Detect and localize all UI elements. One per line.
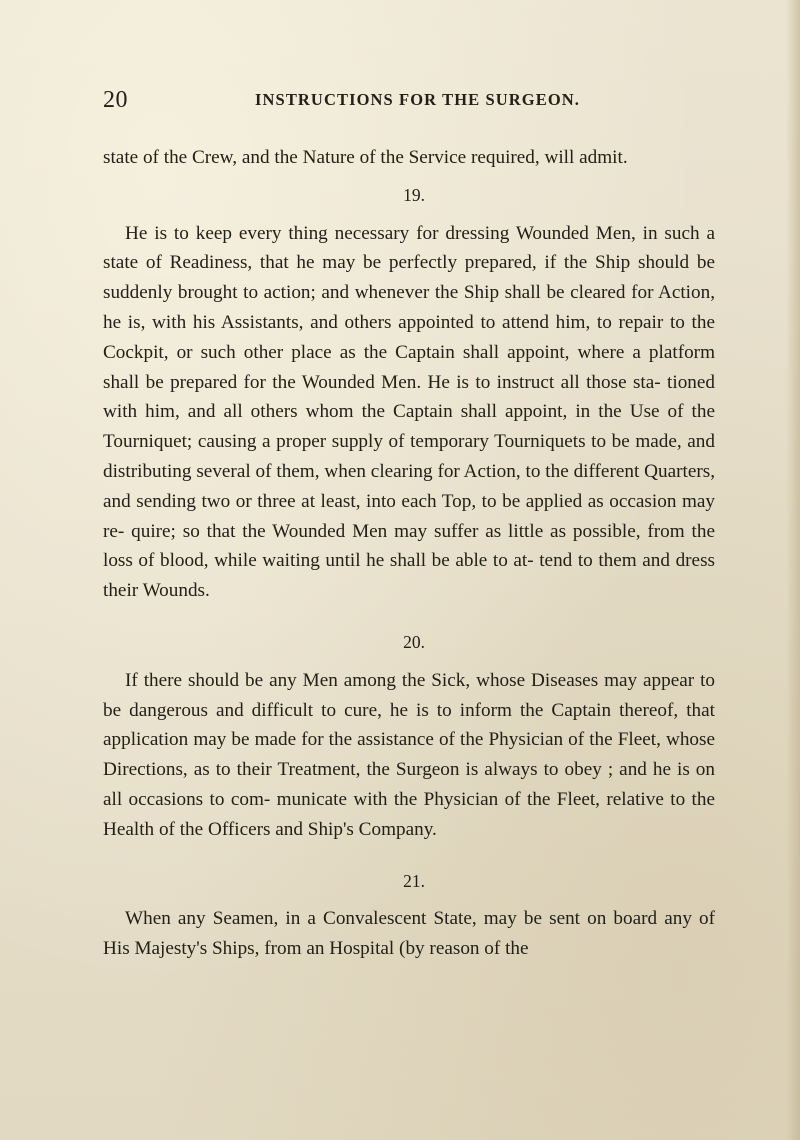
paragraph-20: If there should be any Men among the Sick, whose Diseases may appear to be dangerous and difficult to cure, he is to inform the Captain thereof, that application may be made for the assistance of the Physician of the Fleet, whose Directions, as to their Treatment, the Surgeon is always to obey ; and he is on all occasions to com- municate with the Physician of the Fleet, relative to the Health of the Officers and Ship's Company. (103, 669, 715, 840)
page-number: 20 (103, 87, 128, 113)
paragraph-21: When any Seamen, in a Convalescent State, may be sent on board any of His Majesty's Ships, from an Hospital (by reason of the (103, 908, 715, 960)
section-number-19: 19. (403, 184, 425, 205)
paragraph-continued: state of the Crew, and the Nature of the Service required, will admit. (103, 147, 628, 168)
page-header (103, 87, 713, 115)
page-edge (786, 0, 800, 1140)
section-number-21: 21. (403, 870, 425, 891)
running-head: INSTRUCTIONS FOR THE SURGEON. (255, 90, 580, 109)
section-number-20: 20. (403, 631, 425, 652)
paragraph-19: He is to keep every thing necessary for dressing Wounded Men, in such a state of Readiness, that he may be perfectly prepared, if the Ship should be suddenly brought to action; and whenever the Ship shall be cleared for Action, he is, with his Assistants, and others appointed to attend him, to repair to the Cockpit, or such other place as the Captain shall appoint, where a platform shall be prepared for the Wounded Men. He is to instruct all those sta- tioned with him, and all others whom the Captain shall appoint, in the Use of the Tourniquet; causing a proper supply of temporary Tourniquets to be made, and distributing several of them, when clearing for Action, to the different Quarters, and sending two or three at least, into each Top, to be applied as occasion may re- quire; so that the Wounded Men may suffer as little as possible, from the loss of blood, while waiting until he shall be able to at- tend to them and dress their Wounds. (103, 222, 715, 602)
body-text (103, 143, 715, 964)
